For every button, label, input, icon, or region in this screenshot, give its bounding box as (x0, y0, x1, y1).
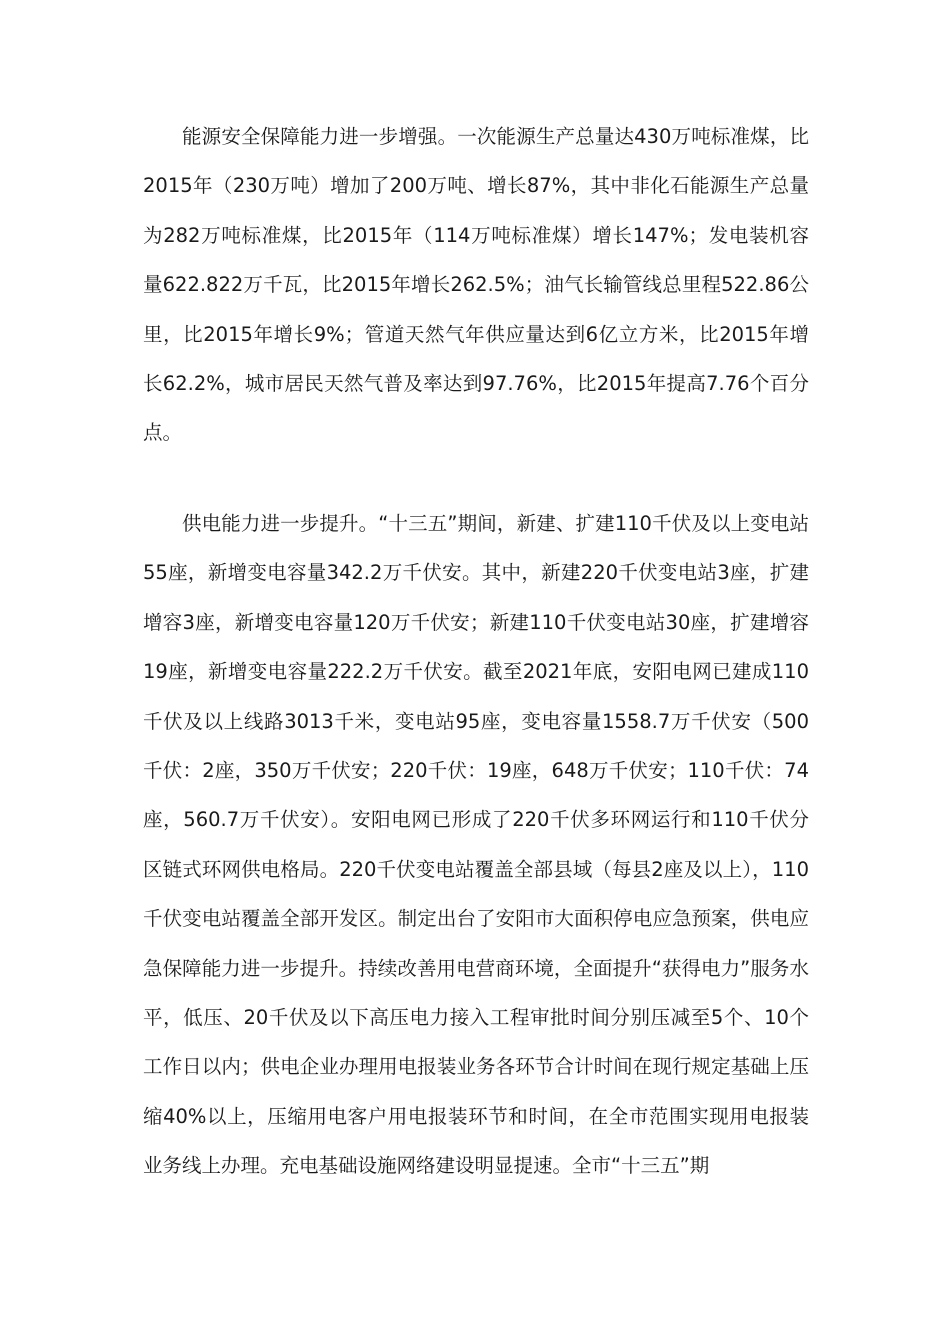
paragraph-power-supply: 供电能力进一步提升。“十三五”期间，新建、扩建110千伏及以上变电站55座，新增变电容量342.2万千伏安。其中，新建220千伏变电站3座，扩建增容3座，新增变电容量120万千伏安；新建110千伏变电站30座，扩建增容19座，新增变电容量222.2万千伏安。截至2021年底，安阳电网已建成110千伏及以上线路3013千米，变电站95座，变电容量1558.7万千伏安（500千伏：2座，350万千伏安；220千伏：19座，648万千伏安；110千伏：74座，560.7万千伏安）。安阳电网已形成了220千伏多环网运行和110千伏分区链式环网供电格局。220千伏变电站覆盖全部县域（每县2座及以上），110千伏变电站覆盖全部开发区。制定出台了安阳市大面积停电应急预案，供电应急保障能力进一步提升。持续改善用电营商环境，全面提升“获得电力”服务水平，低压、20千伏及以下高压电力接入工程审批时间分别压减至5个、10个工作日以内；供电企业办理用电报装业务各环节合计时间在现行规定基础上压缩40%以上，压缩用电客户用电报装环节和时间，在全市范围实现用电报装业务线上办理。充电基础设施网络建设明显提速。全市“十三五”期 (143, 512, 809, 1178)
paragraph-energy-security: 能源安全保障能力进一步增强。一次能源生产总量达430万吨标准煤，比2015年（230万吨）增加了200万吨、增长87%，其中非化石能源生产总量为282万吨标准煤，比2015年（114万吨标准煤）增长147%；发电装机容量622.822万千瓦，比2015年增长262.5%；油气长输管线总里程522.86公里，比2015年增长9%；管道天然气年供应量达到6亿立方米，比2015年增长62.2%，城市居民天然气普及率达到97.76%，比2015年提高7.76个百分点。 (143, 125, 809, 445)
